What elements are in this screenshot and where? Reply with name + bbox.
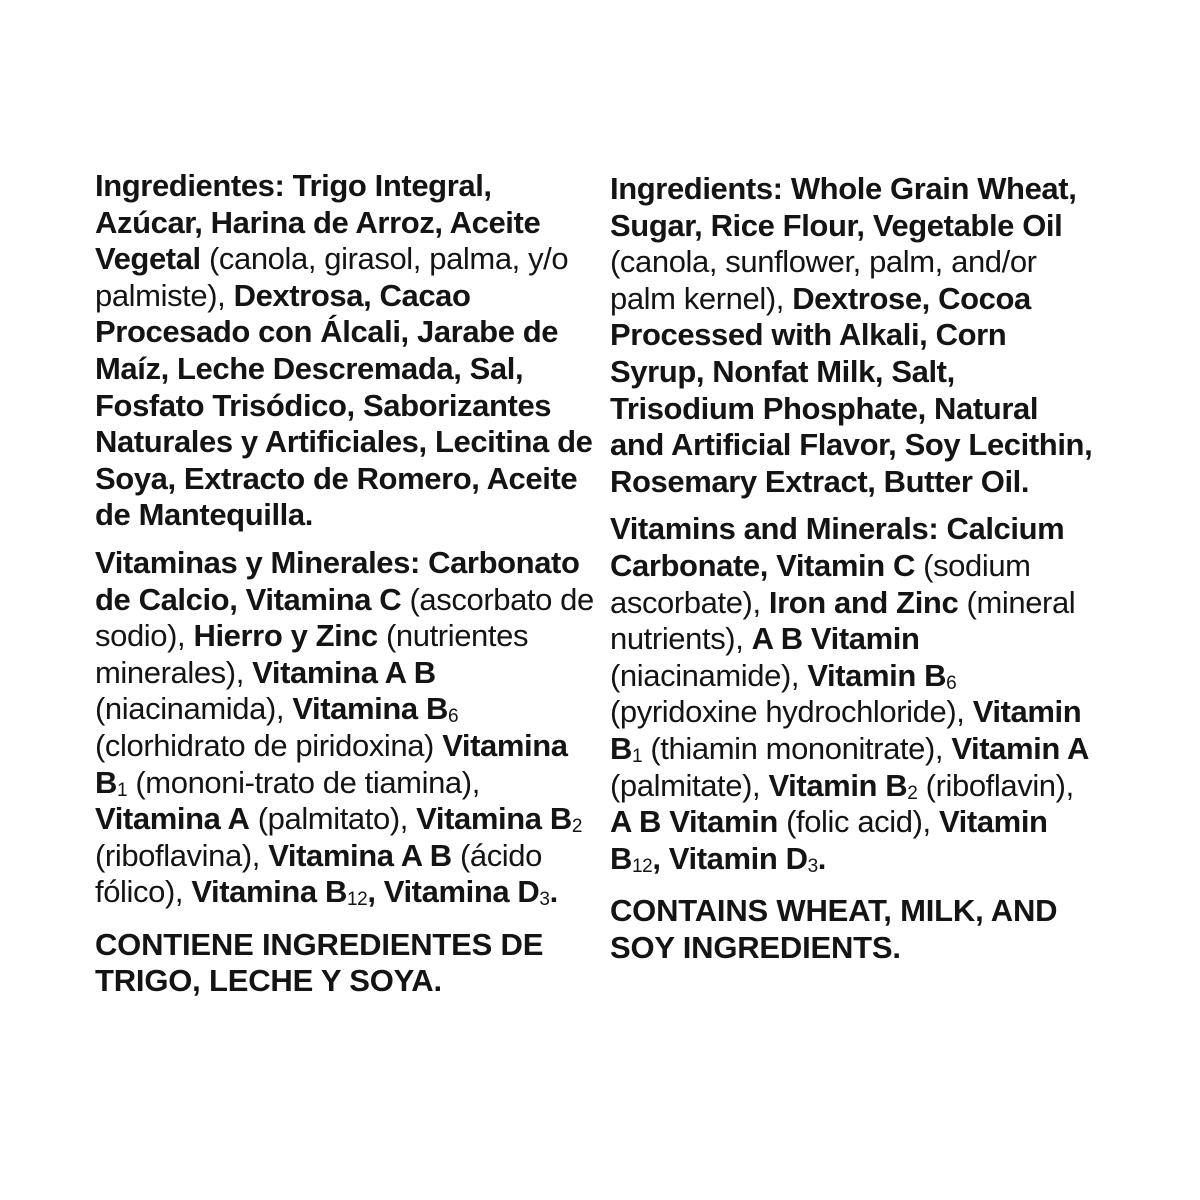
- bold-text-run: Vitamin B: [768, 767, 908, 803]
- regular-text-run: (ácido fólico),: [95, 837, 542, 910]
- subscript-text: 12: [632, 855, 653, 877]
- bold-text-run: Vitamin B: [610, 694, 1082, 766]
- spanish-vitamins: [95, 545, 595, 911]
- subscript-text: 12: [346, 889, 368, 911]
- bold-text-run: .: [549, 874, 558, 910]
- bold-text-run: Ingredientes: Trigo Integral, Azúcar, Harina de Arroz, Aceite Vegetal: [95, 168, 541, 277]
- regular-text-run: (canola, sunflower, palm, and/or palm kernel),: [610, 244, 1037, 316]
- bold-text-run: Iron and Zinc: [768, 584, 959, 620]
- bold-text-run: Vitamina A B: [268, 837, 452, 873]
- subscript-text: 1: [632, 745, 643, 767]
- bold-text-run: A B Vitamin: [610, 804, 778, 840]
- subscript-text: 2: [907, 782, 918, 804]
- bold-text-run: Dextrose, Cocoa Processed with Alkali, Corn Syrup, Nonfat Milk, Salt, Trisodium Phosphate, Natural and Artificial Flavor, Soy Lecithin, Rosemary Extract, Butter Oil.: [610, 280, 1093, 499]
- bold-text-run: , Vitamin D: [652, 840, 808, 876]
- regular-text-run: (niacinamida),: [95, 691, 293, 727]
- subscript-text: 6: [447, 706, 459, 728]
- regular-text-run: (palmitate),: [610, 767, 769, 803]
- regular-text-run: (ascorbato de sodio),: [95, 581, 594, 654]
- bold-text-run: Vitamin B: [807, 657, 947, 693]
- regular-text-run: (sodium ascorbate),: [610, 547, 1031, 620]
- english-allergen-statement: CONTAINS WHEAT, MILK, AND SOY INGREDIENTS.: [610, 893, 1058, 965]
- bold-text-run: Vitamina B: [191, 874, 347, 910]
- spanish-ingredients: [95, 168, 595, 534]
- regular-text-run: (riboflavin),: [917, 767, 1074, 803]
- bold-text-run: Vitaminas y Minerales: Carbonato de Calcio, Vitamina C: [95, 544, 580, 617]
- english-column: [610, 171, 1100, 977]
- spanish-allergen-statement: CONTIENE INGREDIENTES DE TRIGO, LECHE Y SOYA.: [95, 926, 544, 999]
- subscript-text: 3: [539, 889, 550, 911]
- bold-text-run: Vitamin B: [610, 804, 1048, 876]
- bold-text-run: Vitamina A: [95, 801, 250, 837]
- regular-text-run: (clorhidrato de piridoxina): [95, 727, 443, 763]
- bold-text-run: Vitamin A: [951, 730, 1089, 766]
- english-ingredients: [610, 171, 1100, 500]
- regular-text-run: (thiamin mononitrate),: [642, 730, 952, 766]
- regular-text-run: (pyridoxine hydrochloride),: [610, 694, 973, 730]
- english-vitamins: [610, 511, 1100, 877]
- bold-text-run: Vitamina B: [292, 691, 448, 727]
- bold-text-run: Hierro y Zinc: [193, 618, 378, 654]
- regular-text-run: (palmitato),: [249, 801, 417, 837]
- bold-text-run: Vitamins and Minerals: Calcium Carbonate, Vitamin C: [610, 511, 1065, 583]
- subscript-text: 6: [946, 672, 957, 694]
- bold-text-run: .: [817, 840, 826, 876]
- subscript-text: 2: [571, 816, 582, 838]
- bold-text-run: Dextrosa, Cacao Procesado con Álcali, Jarabe de Maíz, Leche Descremada, Sal, Fosfato Trisódico, Saborizantes Naturales y Artificiales, Lecitina de Soya, Extracto de Romero, Aceite de Mantequilla.: [95, 277, 593, 533]
- regular-text-run: (nutrientes minerales),: [95, 618, 529, 690]
- bold-text-run: Vitamina A B: [252, 654, 436, 690]
- regular-text-run: (riboflavina),: [95, 837, 269, 873]
- regular-text-run: (mineral nutrients),: [610, 584, 1076, 657]
- subscript-text: 3: [807, 855, 818, 877]
- spanish-column: [95, 168, 595, 1011]
- regular-text-run: (mononi-trato de tiamina),: [127, 764, 480, 800]
- regular-text-run: (folic acid),: [777, 804, 939, 840]
- subscript-text: 1: [117, 779, 128, 801]
- bold-text-run: Vitamina B: [95, 727, 568, 800]
- bold-text-run: Vitamina B: [416, 801, 572, 837]
- bold-text-run: , Vitamina D: [367, 874, 540, 910]
- bold-text-run: Ingredients: Whole Grain Wheat, Sugar, Rice Flour, Vegetable Oil: [610, 171, 1077, 243]
- regular-text-run: (canola, girasol, palma, y/o palmiste),: [95, 241, 569, 313]
- bold-text-run: A B Vitamin: [751, 621, 920, 657]
- regular-text-run: (niacinamide),: [610, 657, 808, 693]
